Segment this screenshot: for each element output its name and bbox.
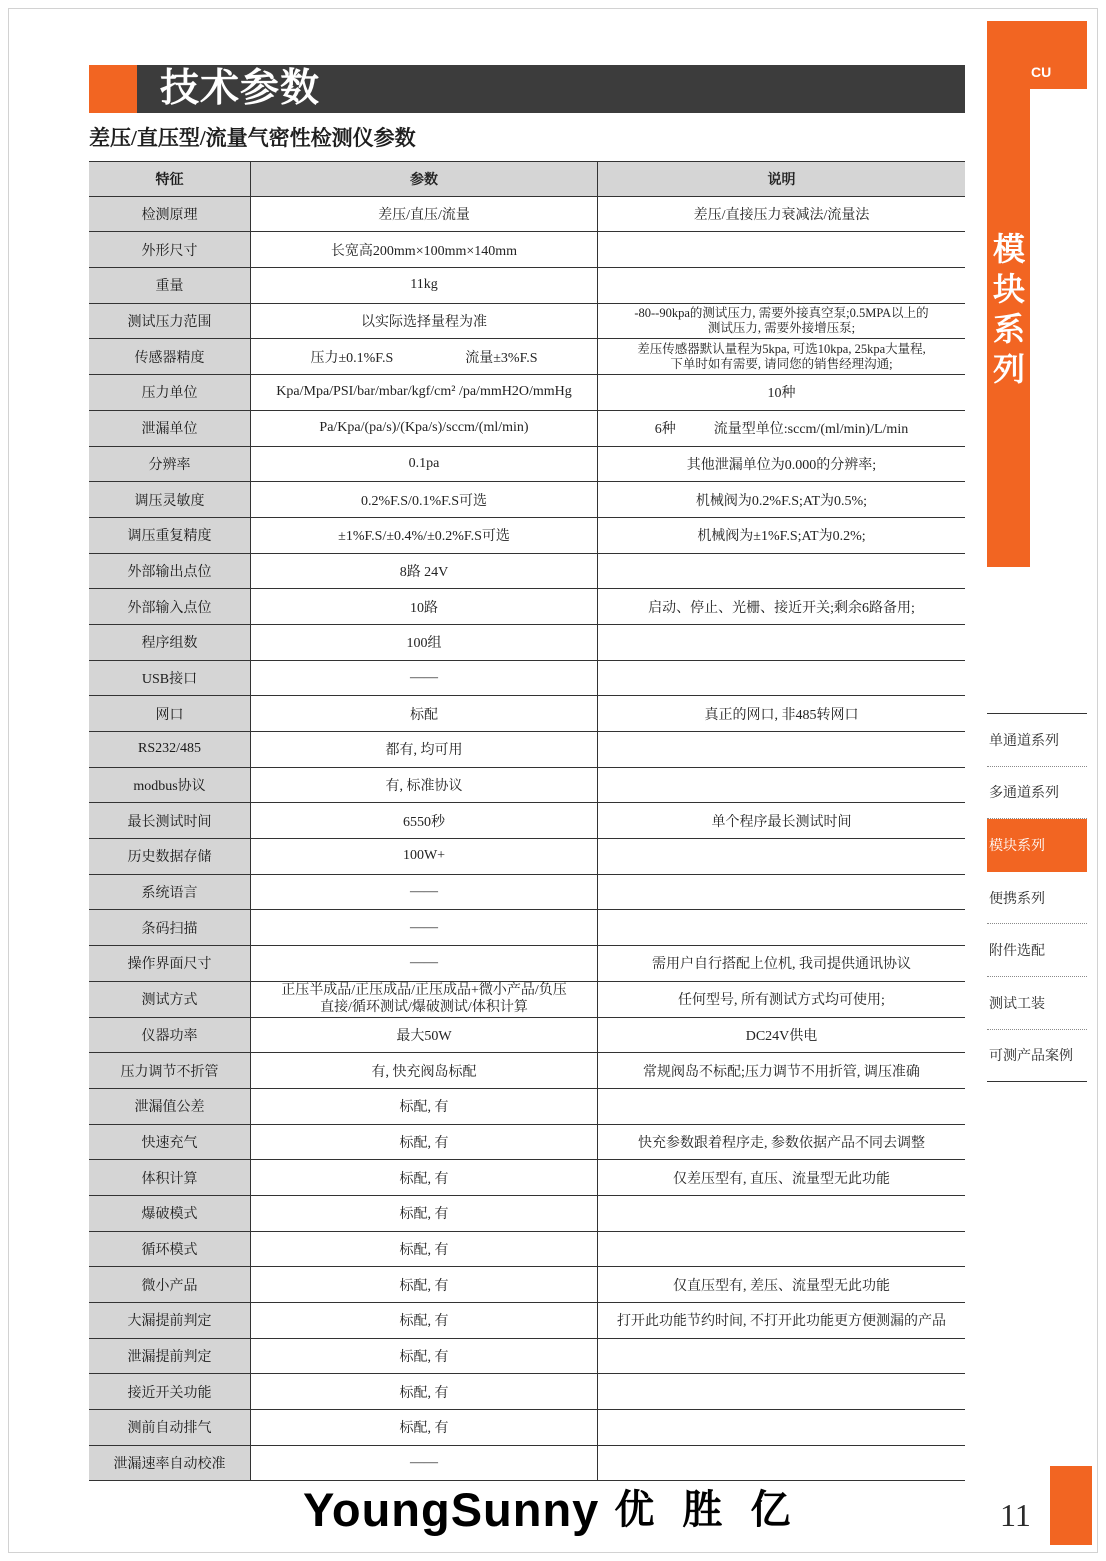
spec-param <box>251 732 598 767</box>
spec-row <box>89 554 965 590</box>
spec-feature <box>89 1410 251 1445</box>
spec-feature-text: 外部输出点位 <box>127 564 212 580</box>
spec-feature <box>89 982 251 1017</box>
spec-feature <box>89 339 251 374</box>
spec-note-part: 流量型单位:sccm/(ml/min)/L/min <box>713 422 909 438</box>
spec-note <box>598 1303 965 1338</box>
spec-row <box>89 1303 965 1339</box>
spec-note-text: 任何型号, 所有测试方式均可使用; <box>678 993 885 1009</box>
spec-feature <box>89 875 251 910</box>
spec-param-text: 标配, 有 <box>399 1314 449 1330</box>
spec-feature-text: 压力单位 <box>141 386 198 402</box>
spec-param <box>251 982 598 1017</box>
spec-feature-text: 外形尺寸 <box>141 243 198 259</box>
spec-param <box>251 411 598 446</box>
spec-note <box>598 1196 965 1231</box>
section-title-bar <box>89 65 965 113</box>
spec-note <box>598 411 965 446</box>
spec-param <box>251 910 598 945</box>
spec-note <box>598 1374 965 1409</box>
spec-param <box>251 1303 598 1338</box>
spec-param-text: 标配, 有 <box>399 1242 449 1258</box>
spec-note <box>598 1267 965 1302</box>
spec-row <box>89 518 965 554</box>
spec-feature <box>89 1196 251 1231</box>
spec-param <box>251 1267 598 1302</box>
spec-note-text: 仅差压型有, 直压、流量型无此功能 <box>673 1171 890 1187</box>
spec-feature-text: 重量 <box>155 279 184 295</box>
spec-note <box>598 589 965 624</box>
spec-feature <box>89 803 251 838</box>
spec-row <box>89 304 965 340</box>
spec-feature-text: 历史数据存储 <box>127 850 212 866</box>
spec-param <box>251 1374 598 1409</box>
spec-note <box>598 197 965 232</box>
spec-note <box>598 1232 965 1267</box>
spec-param-text: ±1%F.S/±0.4%/±0.2%F.S可选 <box>338 529 510 545</box>
spec-param-text: 标配, 有 <box>399 1385 449 1401</box>
spec-feature <box>89 1267 251 1302</box>
spec-param-text: 标配, 有 <box>399 1100 449 1116</box>
spec-feature-text: 外部输入点位 <box>127 600 212 616</box>
spec-row <box>89 1089 965 1125</box>
spec-feature <box>89 1053 251 1088</box>
corner-accent-block <box>1050 1466 1092 1545</box>
spec-param-text: 标配, 有 <box>399 1207 449 1223</box>
spec-feature-text: 微小产品 <box>141 1278 198 1294</box>
spec-param-text: 以实际选择量程为准 <box>361 315 487 331</box>
nav-item-single-channel[interactable]: 单通道系列 <box>987 714 1087 767</box>
spec-note-text: 其他泄漏单位为0.000的分辨率; <box>686 457 877 473</box>
spec-param-part: 流量±3%F.S <box>465 350 538 366</box>
spec-feature-text: 程序组数 <box>141 636 198 652</box>
spec-param <box>251 447 598 482</box>
spec-row <box>89 1232 965 1268</box>
nav-item-multi-channel[interactable]: 多通道系列 <box>987 767 1087 820</box>
spec-feature <box>89 1446 251 1481</box>
spec-param <box>251 1160 598 1195</box>
spec-row <box>89 982 965 1018</box>
spec-param-text: 标配, 有 <box>399 1350 449 1366</box>
spec-feature-text: 传感器精度 <box>134 350 205 366</box>
spec-feature-text: 网口 <box>155 707 184 723</box>
spec-param-text: 11kg <box>410 277 438 293</box>
spec-note <box>598 232 965 267</box>
brand-name-en: YoungSunny <box>303 1483 600 1536</box>
column-header-param: 参数 <box>251 162 598 196</box>
spec-row <box>89 268 965 304</box>
spec-feature <box>89 1125 251 1160</box>
spec-feature-text: 爆破模式 <box>141 1207 198 1223</box>
spec-feature <box>89 1374 251 1409</box>
spec-row <box>89 625 965 661</box>
spec-feature <box>89 1339 251 1374</box>
spec-param <box>251 696 598 731</box>
spec-param-text: 有, 标准协议 <box>385 779 463 795</box>
spec-param <box>251 1053 598 1088</box>
spec-feature-text: 循环模式 <box>141 1242 198 1258</box>
spec-note <box>598 554 965 589</box>
section-title: 技术参数 <box>160 67 321 110</box>
spec-row <box>89 197 965 233</box>
spec-param <box>251 1089 598 1124</box>
spec-feature-text: 系统语言 <box>141 886 198 902</box>
spec-feature-text: 泄漏速率自动校准 <box>113 1457 226 1473</box>
spec-param <box>251 482 598 517</box>
spec-feature <box>89 732 251 767</box>
table-header-row <box>89 161 965 197</box>
spec-note-line: 测试压力, 需要外接增压泵; <box>707 321 856 336</box>
spec-feature-text: 泄漏值公差 <box>134 1100 205 1116</box>
spec-feature-text: 泄漏单位 <box>141 422 198 438</box>
spec-table <box>89 161 965 1481</box>
spec-feature <box>89 1089 251 1124</box>
spec-param-text: 6550秒 <box>403 814 445 830</box>
spec-row <box>89 375 965 411</box>
spec-param <box>251 1018 598 1053</box>
spec-feature-text: 分辨率 <box>148 457 191 473</box>
spec-feature <box>89 411 251 446</box>
nav-item-product-cases[interactable]: 可测产品案例 <box>987 1030 1087 1083</box>
spec-row <box>89 232 965 268</box>
series-vertical-label: 模块系列 <box>992 231 1025 387</box>
spec-feature <box>89 1160 251 1195</box>
spec-note <box>598 803 965 838</box>
spec-feature <box>89 1018 251 1053</box>
spec-param <box>251 375 598 410</box>
spec-note-text: 机械阀为±1%F.S;AT为0.2%; <box>697 529 866 545</box>
spec-feature-text: 快速充气 <box>141 1135 198 1151</box>
spec-row <box>89 1446 965 1482</box>
brand-logo <box>303 1482 790 1538</box>
series-nav <box>987 713 1087 1082</box>
spec-param-line: 直接/循环测试/爆破测试/体积计算 <box>320 1000 528 1016</box>
spec-param <box>251 589 598 624</box>
spec-param-text: 8路 24V <box>399 564 449 580</box>
spec-param <box>251 232 598 267</box>
spec-param-text: —— <box>410 919 438 935</box>
spec-param <box>251 304 598 339</box>
spec-param-text: 标配, 有 <box>399 1171 449 1187</box>
spec-param-text: 10路 <box>410 600 438 616</box>
spec-feature <box>89 482 251 517</box>
spec-param-text: 长宽高200mm×100mm×140mm <box>330 243 518 259</box>
spec-param <box>251 554 598 589</box>
spec-row <box>89 447 965 483</box>
spec-note <box>598 1089 965 1124</box>
spec-feature <box>89 839 251 874</box>
spec-param-text: 有, 快充阀岛标配 <box>371 1064 477 1080</box>
spec-param <box>251 1339 598 1374</box>
spec-param-text: —— <box>410 1455 438 1471</box>
spec-note-line: 下单时如有需要, 请同您的销售经理沟通; <box>670 356 893 371</box>
spec-note-text: 打开此功能节约时间, 不打开此功能更方便测漏的产品 <box>617 1314 946 1330</box>
spec-param <box>251 197 598 232</box>
spec-param-text: —— <box>410 669 438 685</box>
spec-feature-text: 调压重复精度 <box>127 529 212 545</box>
series-code: CU <box>1031 64 1052 80</box>
spec-feature <box>89 518 251 553</box>
spec-note <box>598 304 965 339</box>
spec-note-text: 单个程序最长测试时间 <box>711 814 852 830</box>
spec-feature <box>89 768 251 803</box>
spec-row <box>89 411 965 447</box>
spec-param-text: 0.2%F.S/0.1%F.S可选 <box>360 493 488 509</box>
spec-note-text: 机械阀为0.2%F.S;AT为0.5%; <box>695 493 868 509</box>
spec-feature <box>89 589 251 624</box>
spec-row <box>89 1339 965 1375</box>
spec-note <box>598 268 965 303</box>
spec-note <box>598 1446 965 1481</box>
spec-param <box>251 1196 598 1231</box>
title-accent-block <box>89 65 137 113</box>
spec-feature-text: 仪器功率 <box>141 1028 198 1044</box>
spec-row <box>89 1125 965 1161</box>
spec-feature-text: 压力调节不折管 <box>120 1064 219 1080</box>
spec-feature <box>89 375 251 410</box>
spec-param-line: 正压半成品/正压成品/正压成品+微小产品/负压 <box>281 983 567 999</box>
spec-feature-text: 测试压力范围 <box>127 315 212 331</box>
spec-note <box>598 339 965 374</box>
spec-param-text: 标配, 有 <box>399 1278 449 1294</box>
spec-note <box>598 732 965 767</box>
spec-note <box>598 447 965 482</box>
spec-note-text: 快充参数跟着程序走, 参数依据产品不同去调整 <box>638 1135 925 1151</box>
spec-note <box>598 661 965 696</box>
spec-feature-text: 测试方式 <box>141 993 198 1009</box>
spec-param-text: Kpa/Mpa/PSI/bar/mbar/kgf/cm² /pa/mmH2O/mmHg <box>276 384 572 400</box>
spec-param-text: 最大50W <box>396 1028 452 1044</box>
spec-note <box>598 1410 965 1445</box>
spec-feature <box>89 197 251 232</box>
spec-note <box>598 1053 965 1088</box>
spec-note-text: DC24V供电 <box>745 1028 818 1044</box>
spec-note <box>598 375 965 410</box>
spec-row <box>89 839 965 875</box>
spec-note <box>598 839 965 874</box>
spec-note <box>598 518 965 553</box>
spec-note <box>598 1125 965 1160</box>
spec-param <box>251 839 598 874</box>
spec-row <box>89 875 965 911</box>
spec-param-text: —— <box>410 955 438 971</box>
spec-note-line: -80--90kpa的测试压力, 需要外接真空泵;0.5MPA以上的 <box>634 306 929 321</box>
spec-note <box>598 768 965 803</box>
spec-note-text: 差压/直接压力衰减法/流量法 <box>693 208 870 224</box>
spec-note-part: 6种 <box>654 422 676 438</box>
spec-param <box>251 875 598 910</box>
nav-item-test-fixtures[interactable]: 测试工装 <box>987 977 1087 1030</box>
spec-feature-text: 泄漏提前判定 <box>127 1350 212 1366</box>
spec-feature-text: 最长测试时间 <box>127 814 212 830</box>
spec-row <box>89 482 965 518</box>
spec-feature-text: 大漏提前判定 <box>127 1314 212 1330</box>
spec-param-text: 标配 <box>410 707 438 723</box>
spec-feature <box>89 625 251 660</box>
spec-note <box>598 1018 965 1053</box>
spec-row <box>89 1196 965 1232</box>
spec-row <box>89 1267 965 1303</box>
spec-feature-text: 操作界面尺寸 <box>127 957 212 973</box>
spec-feature <box>89 1232 251 1267</box>
spec-param <box>251 768 598 803</box>
spec-feature <box>89 696 251 731</box>
spec-row <box>89 589 965 625</box>
nav-item-module[interactable]: 模块系列 <box>987 819 1087 872</box>
spec-feature-text: 条码扫描 <box>141 921 198 937</box>
spec-param <box>251 661 598 696</box>
spec-feature <box>89 910 251 945</box>
spec-note <box>598 1339 965 1374</box>
spec-feature-text: 接近开关功能 <box>127 1385 212 1401</box>
spec-param-text: 都有, 均可用 <box>385 743 463 759</box>
spec-row <box>89 339 965 375</box>
spec-note <box>598 625 965 660</box>
spec-feature-text: 调压灵敏度 <box>134 493 205 509</box>
nav-item-accessories[interactable]: 附件选配 <box>987 924 1087 977</box>
spec-feature <box>89 447 251 482</box>
spec-param-text: 标配, 有 <box>399 1135 449 1151</box>
spec-note <box>598 1160 965 1195</box>
spec-param-text: 0.1pa <box>408 455 440 471</box>
column-header-feature: 特征 <box>89 162 251 196</box>
spec-note-text: 10种 <box>767 386 796 402</box>
spec-param-part: 压力±0.1%F.S <box>310 350 394 366</box>
spec-row <box>89 1053 965 1089</box>
spec-row <box>89 946 965 982</box>
spec-feature <box>89 268 251 303</box>
spec-feature <box>89 554 251 589</box>
spec-feature-text: RS232/485 <box>137 741 201 757</box>
spec-param <box>251 1232 598 1267</box>
spec-param-text: —— <box>410 884 438 900</box>
spec-note-text: 仅直压型有, 差压、流量型无此功能 <box>673 1278 890 1294</box>
spec-param-text: 100组 <box>406 636 442 652</box>
spec-row <box>89 1374 965 1410</box>
spec-row <box>89 1018 965 1054</box>
spec-row <box>89 661 965 697</box>
brand-name-cn: 优 胜 亿 <box>614 1487 791 1532</box>
spec-row <box>89 768 965 804</box>
spec-note <box>598 875 965 910</box>
spec-row <box>89 696 965 732</box>
nav-item-portable[interactable]: 便携系列 <box>987 872 1087 925</box>
spec-note-text: 常规阀岛不标配;压力调节不用折管, 调压准确 <box>643 1064 920 1080</box>
spec-row <box>89 1160 965 1196</box>
spec-param <box>251 518 598 553</box>
page-number: 11 <box>1000 1497 1031 1533</box>
spec-param-text: Pa/Kpa/(pa/s)/(Kpa/s)/sccm/(ml/min) <box>319 420 529 436</box>
spec-note-line: 差压传感器默认量程为5kpa, 可选10kpa, 25kpa大量程, <box>637 341 926 356</box>
spec-feature-text: modbus协议 <box>133 779 206 795</box>
spec-param <box>251 946 598 981</box>
spec-param <box>251 268 598 303</box>
spec-param <box>251 1125 598 1160</box>
spec-param-text: 差压/直压/流量 <box>378 208 470 224</box>
spec-note <box>598 696 965 731</box>
spec-note <box>598 910 965 945</box>
spec-feature <box>89 232 251 267</box>
spec-note-text: 启动、停止、光栅、接近开关;剩余6路备用; <box>648 600 915 616</box>
spec-row <box>89 1410 965 1446</box>
spec-param-text: 标配, 有 <box>399 1421 449 1437</box>
spec-note <box>598 482 965 517</box>
spec-row <box>89 910 965 946</box>
spec-row <box>89 732 965 768</box>
spec-feature <box>89 304 251 339</box>
table-subtitle: 差压/直压型/流量气密性检测仪参数 <box>89 126 416 150</box>
spec-note <box>598 982 965 1017</box>
spec-feature-text: USB接口 <box>141 671 198 687</box>
spec-row <box>89 803 965 839</box>
spec-feature-text: 测前自动排气 <box>127 1421 212 1437</box>
spec-feature <box>89 661 251 696</box>
spec-note-text: 真正的网口, 非485转网口 <box>704 707 859 723</box>
spec-param <box>251 1446 598 1481</box>
spec-param <box>251 339 598 374</box>
spec-note-text: 需用户自行搭配上位机, 我司提供通讯协议 <box>652 957 911 973</box>
spec-feature <box>89 1303 251 1338</box>
spec-param <box>251 625 598 660</box>
spec-param <box>251 803 598 838</box>
spec-note <box>598 946 965 981</box>
spec-feature-text: 体积计算 <box>141 1171 198 1187</box>
column-header-note: 说明 <box>767 172 796 188</box>
spec-param-text: 100W+ <box>402 848 446 864</box>
spec-feature <box>89 946 251 981</box>
spec-feature-text: 检测原理 <box>141 208 198 224</box>
spec-param <box>251 1410 598 1445</box>
